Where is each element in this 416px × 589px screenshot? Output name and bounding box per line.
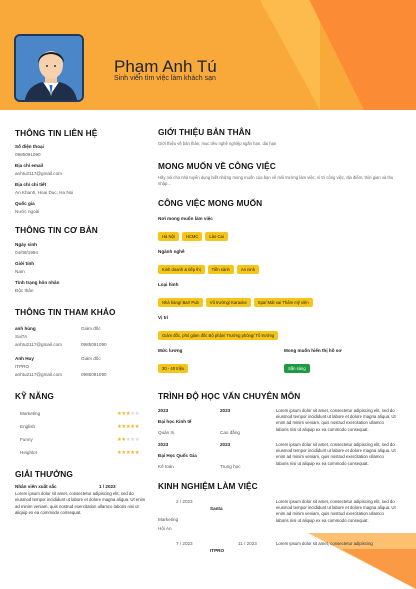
award-date: 1 / 2023 [99, 484, 116, 489]
skill-row [20, 420, 147, 433]
industry-chip: An ninh [237, 265, 259, 274]
type-chip: Spa/ Mát xa/ Thẩm mỹ viện [254, 298, 313, 307]
candidate-subtitle: Sinh viên tìm việc làm khách sạn [114, 75, 216, 82]
awards-heading: GIẢI THƯỞNG [15, 469, 73, 479]
star-rating-icon: ★★★★★ [116, 436, 139, 443]
location-chip: Lào Cai [205, 232, 227, 241]
industry-label: Ngành nghề [158, 248, 185, 254]
marital-label: Tình trạng hôn nhân [15, 280, 60, 285]
availability-label: Mong muốn hiển thị hồ sơ [284, 347, 342, 353]
exp-description: Lorem ipsum dolor sit amet, consectetur adipiscing [276, 540, 373, 546]
reference-company: SaiTA [15, 334, 28, 339]
exp-description: Lorem ipsum dolor sit amet, consectetur adipiscing elit, sed do eiusmod tempor incididunt ut labore et dolore magna aliqua. Ut enim ad minim veniam, quis nostrud exercitation ullamco laboris nisi ut aliquip ex ea commodo consequat. [276, 498, 396, 523]
reference-name: Anh Huy [15, 356, 34, 361]
reference-email: anhtu2117@gmail.com [15, 342, 62, 347]
person-icon [16, 36, 84, 102]
reference-item [15, 356, 147, 377]
address-value: An Khanh, Hoai Duc, Ha Noi [15, 190, 74, 195]
star-rating-icon: ★★★★★ [116, 410, 139, 417]
experience-item [158, 541, 396, 553]
intro-text: Giới thiệu về bản thân, mục tiêu nghề nghiệp ngắn hạn, dài hạn [158, 141, 277, 146]
job-wish-heading: CÔNG VIỆC MONG MUỐN [158, 197, 263, 208]
edu-level: Cao đẳng [220, 429, 240, 435]
edu-from: 2023 [158, 407, 169, 413]
edu-level: Trung học [220, 463, 241, 469]
basic-info-heading: THÔNG TIN CƠ BẢN [15, 225, 98, 235]
experience-item [158, 499, 396, 531]
skill-name: Marketing [20, 411, 41, 416]
header-shape [260, 0, 320, 110]
edu-from: 2023 [158, 441, 169, 447]
country-value: Nước ngoài [15, 209, 40, 214]
location-chip: HCMC [182, 232, 203, 241]
type-chip: Nhà hàng/ Bar/ Pub [158, 298, 203, 307]
reference-item [15, 326, 147, 347]
phone-label: Số điện thoại [15, 144, 44, 149]
industry-chips [158, 258, 396, 276]
email-label: Địa chỉ email [15, 163, 44, 168]
salary-label: Mức lương [158, 347, 183, 353]
edu-major: Quản trị [158, 429, 175, 435]
edu-description: Lorem ipsum dolor sit amet, consectetur adipiscing elit, sed do eiusmod tempor incididunt ut labore et dolore magna aliqua. Ut enim ad minim veniam, quis nostrud exercitation ullamco laboris nisi ut aliquip ex ea commodo consequat. [276, 407, 396, 432]
position-chip: Giám đốc, phó giám đốc Bộ phận/ Trưởng phòng/ Tổ trưởng [158, 331, 278, 340]
education-item [158, 442, 396, 469]
type-chip: Vũ trường/ Karaoke [206, 298, 251, 307]
salary-chip: 30 - 40 triệu [158, 364, 188, 373]
star-rating-icon: ★★★★★ [116, 449, 139, 456]
address-label: Địa chỉ chi tiết [15, 182, 47, 187]
skill-name: English [20, 424, 36, 429]
reference-phone: 0985091090 [81, 372, 107, 377]
intro-heading: GIỚI THIỆU BẢN THÂN [158, 127, 251, 137]
location-chip: Hà Nội [158, 232, 179, 241]
exp-company: ITPRO [210, 547, 225, 553]
education-item [158, 408, 396, 435]
availability-chip: Sẵn sàng [284, 364, 310, 373]
position-label: Vị trí [158, 314, 169, 320]
edu-to: 2023 [220, 407, 231, 413]
exp-company: Santa [210, 505, 223, 511]
industry-chip: Tiền sảnh [208, 265, 234, 274]
skill-row [20, 407, 147, 420]
award-title: Nhân viên xuất sắc [15, 484, 57, 489]
edu-major: Kế toán [158, 463, 174, 469]
position-chips [158, 324, 396, 342]
wish-heading: MONG MUỐN VỀ CÔNG VIỆC [158, 161, 276, 171]
right-column [158, 122, 396, 553]
country-label: Quốc gia [15, 201, 35, 206]
experience-heading: KINH NGHIỆM LÀM VIỆC [158, 480, 258, 491]
skill-name: Funny [20, 437, 33, 442]
industry-chip: Kinh doanh & tiếp thị [158, 265, 205, 274]
references-heading: THÔNG TIN THAM KHẢO [15, 307, 116, 317]
reference-role: Giám đốc [81, 326, 101, 331]
skills-list [15, 407, 147, 459]
contact-heading: THÔNG TIN LIÊN HỆ [15, 128, 98, 138]
exp-role: Marketing [158, 516, 179, 522]
dob-value: 04/08/1994 [15, 250, 38, 255]
marital-value: Độc thân [15, 288, 34, 293]
skill-row [20, 433, 147, 446]
exp-to: 11 / 2023 [238, 540, 257, 546]
type-chips [158, 291, 396, 309]
dob-label: Ngày sinh [15, 242, 37, 247]
type-label: Loại hình [158, 281, 179, 287]
phone-value: 0985091090 [15, 152, 41, 157]
location-label: Nơi mong muốn làm việc [158, 215, 213, 221]
reference-role: Giám đốc [81, 356, 101, 361]
footer-shape-accent [341, 549, 416, 589]
reference-name: anh hùng [15, 326, 36, 331]
candidate-name: Phạm Anh Tú [114, 57, 217, 76]
exp-place: Hội An [158, 525, 172, 531]
email-value: anhtu2117@gmail.com [15, 171, 62, 176]
exp-from: 7 / 2023 [176, 540, 193, 546]
edu-school: Đại học Kinh tế [158, 418, 192, 424]
edu-school: Đại Học Quốc Gia [158, 452, 197, 458]
avatar [14, 34, 84, 102]
edu-to: 2023 [220, 441, 231, 447]
gender-value: Nam [15, 269, 25, 274]
reference-email: anhtu2117@gmail.com [15, 372, 62, 377]
reference-company: ITPRO [15, 364, 30, 369]
exp-from: 2 / 2023 [176, 498, 193, 504]
skill-row [20, 446, 147, 459]
wish-text: Hãy nói cho nhà tuyển dụng biết những mong muốn của bạn về môi trường làm việc, ví trí công việc, địa điểm, thời gian và thu nhập... [158, 175, 394, 187]
reference-phone: 0985091090 [81, 342, 107, 347]
skill-name: Heighlot [20, 450, 37, 455]
edu-description: Lorem ipsum dolor sit amet, consectetur adipiscing elit, sed do eiusmod tempor incididunt ut labore et dolore magna aliqua. Ut enim ad minim veniam, quis nostrud exercitation ullamco laboris nisi ut aliquip ex ea commodo consequat. [276, 441, 396, 466]
award-description: Lorem ipsum dolor sit amet, consectetur adipiscing elit, sed do eiusmod tempor incididunt ut labore et dolore magna aliqua. Ut enim ad minim veniam, quis nostrud exercitation ullamco laboris nisi ut aliquip ex ea commodo consequat. [15, 491, 146, 516]
gender-label: Giới tính [15, 261, 35, 266]
location-chips [158, 225, 396, 243]
left-column [15, 122, 147, 517]
skills-heading: KỸ NĂNG [15, 391, 54, 401]
star-rating-icon: ★★★★★ [116, 423, 139, 430]
education-heading: TRÌNH ĐỘ HỌC VẤN CHUYÊN MÔN [158, 390, 301, 401]
